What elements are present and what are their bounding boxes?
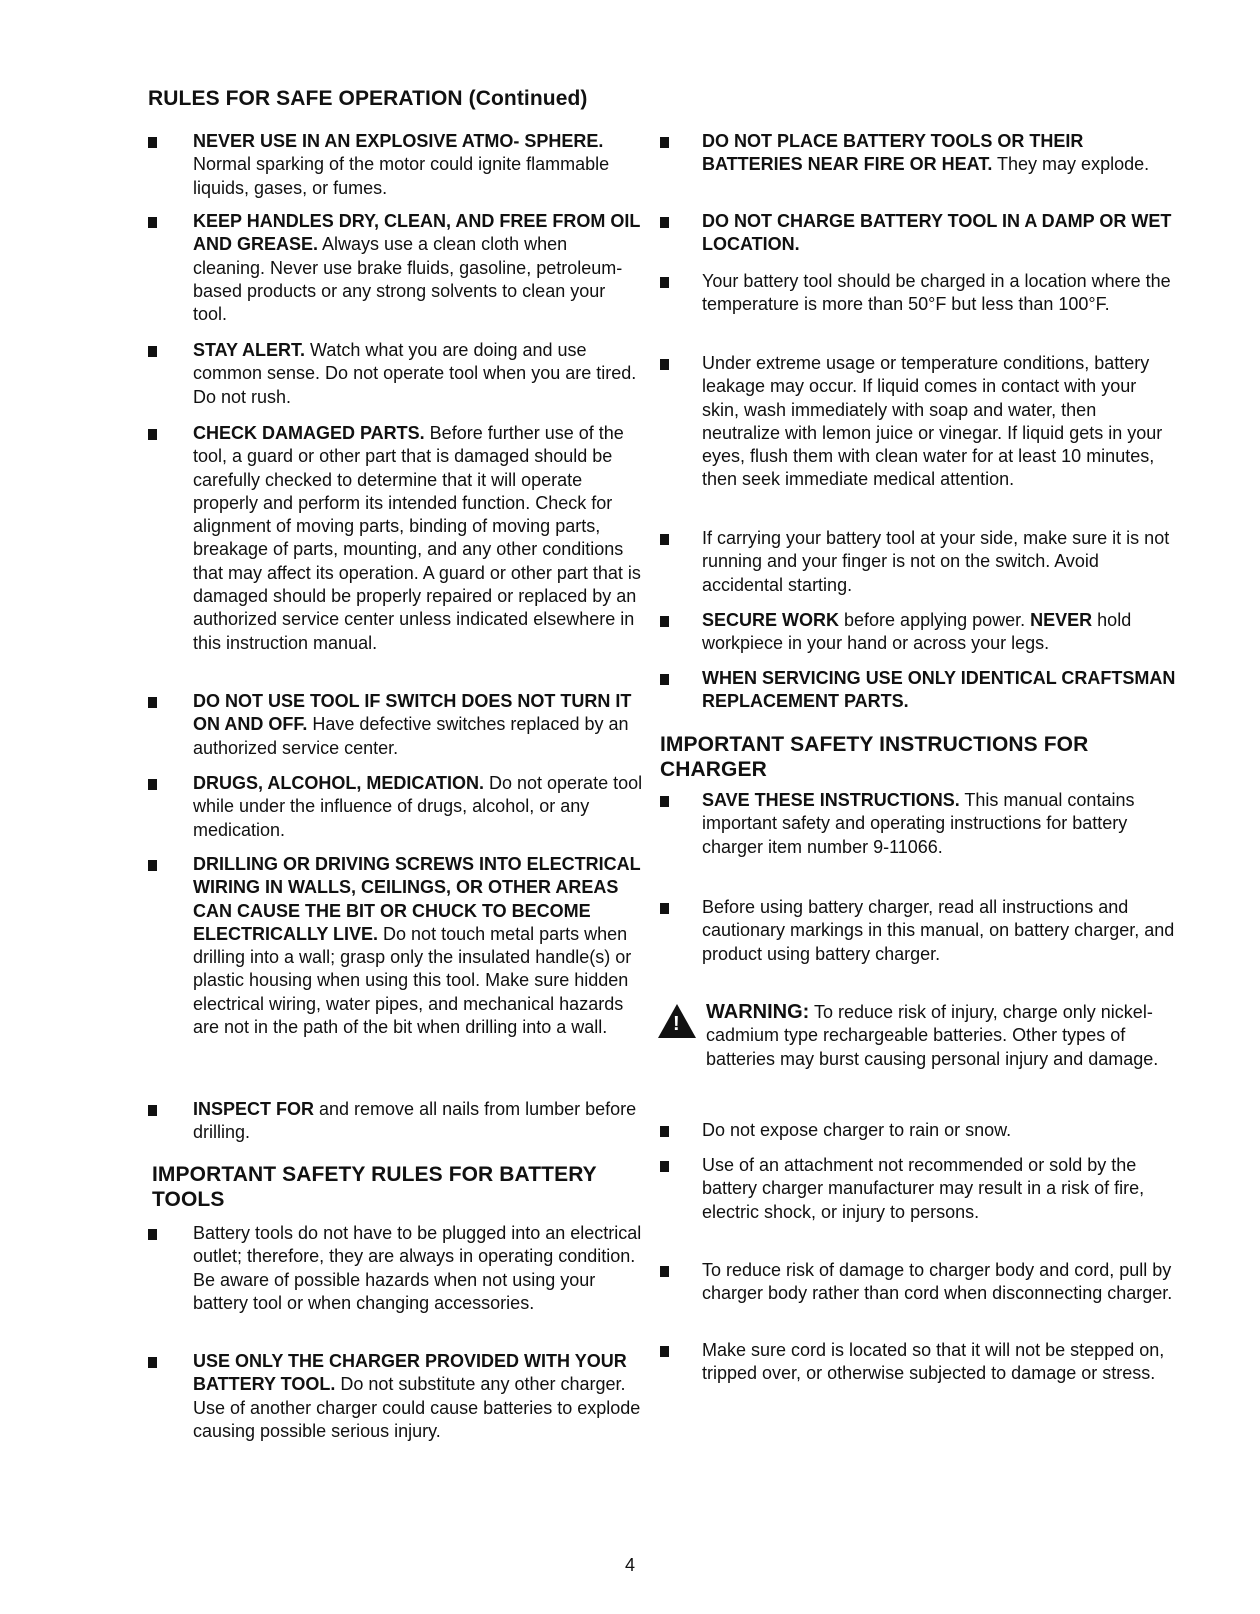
rule-item: CHECK DAMAGED PARTS. Before further use of the tool, a guard or other part that is damaged should be carefully checked to determine that it will operate properly and perform its intended function. Check for alignment of moving parts, binding of moving parts, breakage of parts, mounting, and any other conditions that may affect its operation. A guard or other part that is damaged should be properly repaired or replaced by an authorized service center unless indicated elsewhere in this instruction manual.: [148, 422, 643, 655]
bullet-icon: [148, 1357, 157, 1368]
bullet-icon: [660, 534, 669, 545]
battery-section-title: IMPORTANT SAFETY RULES FOR BATTERY TOOLS: [152, 1163, 597, 1211]
bullet-icon: [660, 1126, 669, 1137]
rule-item: NEVER USE IN AN EXPLOSIVE ATMO- SPHERE. Normal sparking of the motor could ignite flammable liquids, gases, or fumes.: [148, 130, 643, 200]
rule-item: DO NOT USE TOOL IF SWITCH DOES NOT TURN IT ON AND OFF. Have defective switches replaced by an authorized service center.: [148, 690, 643, 760]
bullet-icon: [660, 674, 669, 685]
rule-item: DRILLING OR DRIVING SCREWS INTO ELECTRICAL WIRING IN WALLS, CEILINGS, OR OTHER AREAS CAN CAUSE THE BIT OR CHUCK TO BECOME ELECTRICALLY LIVE. Do not touch metal parts when drilling into a wall; grasp only the insulated handle(s) or plastic housing when using this tool. Make sure hidden electrical wiring, water pipes, and mechanical hazards are not in the path of the bit when drilling into a wall.: [148, 853, 643, 1039]
exclamation-icon: !: [673, 1013, 680, 1035]
rule-item: Use of an attachment not recommended or sold by the battery charger manufacturer may result in a risk of fire, electric shock, or injury to persons.: [658, 1154, 1178, 1224]
bullet-icon: [148, 1229, 157, 1240]
page-number: 4: [624, 1555, 635, 1575]
rule-item: STAY ALERT. Watch what you are doing and use common sense. Do not operate tool when you are tired. Do not rush.: [148, 339, 643, 409]
rule-item: INSPECT FOR and remove all nails from lumber before drilling.: [148, 1098, 643, 1145]
rule-item: Under extreme usage or temperature conditions, battery leakage may occur. If liquid comes in contact with your skin, wash immediately with soap and water, then neutralize with lemon juice or vinegar. If liquid gets in your eyes, flush them with clean water for at least 10 minutes, then seek immediate medical attention.: [658, 352, 1178, 492]
rule-item: USE ONLY THE CHARGER PROVIDED WITH YOUR BATTERY TOOL. Do not substitute any other charger. Use of another charger could cause batteries to explode causing possible serious injury.: [148, 1350, 643, 1443]
charger-section-title: IMPORTANT SAFETY INSTRUCTIONS FOR CHARGER: [660, 733, 1089, 781]
bullet-icon: [148, 1105, 157, 1116]
bullet-icon: [148, 697, 157, 708]
bullet-icon: [660, 1161, 669, 1172]
bullet-icon: [148, 860, 157, 871]
bullet-icon: [660, 903, 669, 914]
rule-item: SECURE WORK before applying power. NEVER hold workpiece in your hand or across your legs.: [658, 609, 1178, 656]
bullet-icon: [148, 217, 157, 228]
rule-item: SAVE THESE INSTRUCTIONS. This manual contains important safety and operating instructions for battery charger item number 9-11066.: [658, 789, 1178, 859]
bullet-icon: [660, 1346, 669, 1357]
rule-item: Make sure cord is located so that it will not be stepped on, tripped over, or otherwise subjected to damage or stress.: [658, 1339, 1178, 1386]
rule-item: KEEP HANDLES DRY, CLEAN, AND FREE FROM OIL AND GREASE. Always use a clean cloth when cleaning. Never use brake fluids, gasoline, petroleum-based products or any strong solvents to clean your tool.: [148, 210, 643, 326]
rule-item: Before using battery charger, read all instructions and cautionary markings in this manual, on battery charger, and product using battery charger.: [658, 896, 1178, 966]
section-title: RULES FOR SAFE OPERATION (Continued): [148, 87, 588, 110]
bullet-icon: [660, 359, 669, 370]
rule-item: DO NOT PLACE BATTERY TOOLS OR THEIR BATTERIES NEAR FIRE OR HEAT. They may explode.: [658, 130, 1178, 177]
rule-item: WHEN SERVICING USE ONLY IDENTICAL CRAFTSMAN REPLACEMENT PARTS.: [658, 667, 1178, 714]
bullet-icon: [148, 346, 157, 357]
rule-item: Battery tools do not have to be plugged into an electrical outlet; therefore, they are always in operating condition. Be aware of possible hazards when not using your battery tool or when changing accessories.: [148, 1222, 643, 1315]
bullet-icon: [660, 1266, 669, 1277]
rule-item: Do not expose charger to rain or snow.: [658, 1119, 1178, 1142]
bullet-icon: [660, 796, 669, 807]
bullet-icon: [660, 277, 669, 288]
rule-item: To reduce risk of damage to charger body and cord, pull by charger body rather than cord when disconnecting charger.: [658, 1259, 1178, 1306]
rule-item: If carrying your battery tool at your side, make sure it is not running and your finger is not on the switch. Avoid accidental starting.: [658, 527, 1178, 597]
bullet-icon: [148, 429, 157, 440]
bullet-icon: [148, 137, 157, 148]
rule-item: DO NOT CHARGE BATTERY TOOL IN A DAMP OR WET LOCATION.: [658, 210, 1178, 257]
bullet-icon: [660, 217, 669, 228]
rule-item: Your battery tool should be charged in a location where the temperature is more than 50°F but less than 100°F.: [658, 270, 1178, 317]
bullet-icon: [660, 137, 669, 148]
bullet-icon: [660, 616, 669, 627]
bullet-icon: [148, 779, 157, 790]
warning-block: ! WARNING: To reduce risk of injury, charge only nickel-cadmium type rechargeable batteries. Other types of batteries may burst causing personal injury and damage.: [658, 1001, 1178, 1071]
rule-item: DRUGS, ALCOHOL, MEDICATION. Do not operate tool while under the influence of drugs, alcohol, or any medication.: [148, 772, 643, 842]
